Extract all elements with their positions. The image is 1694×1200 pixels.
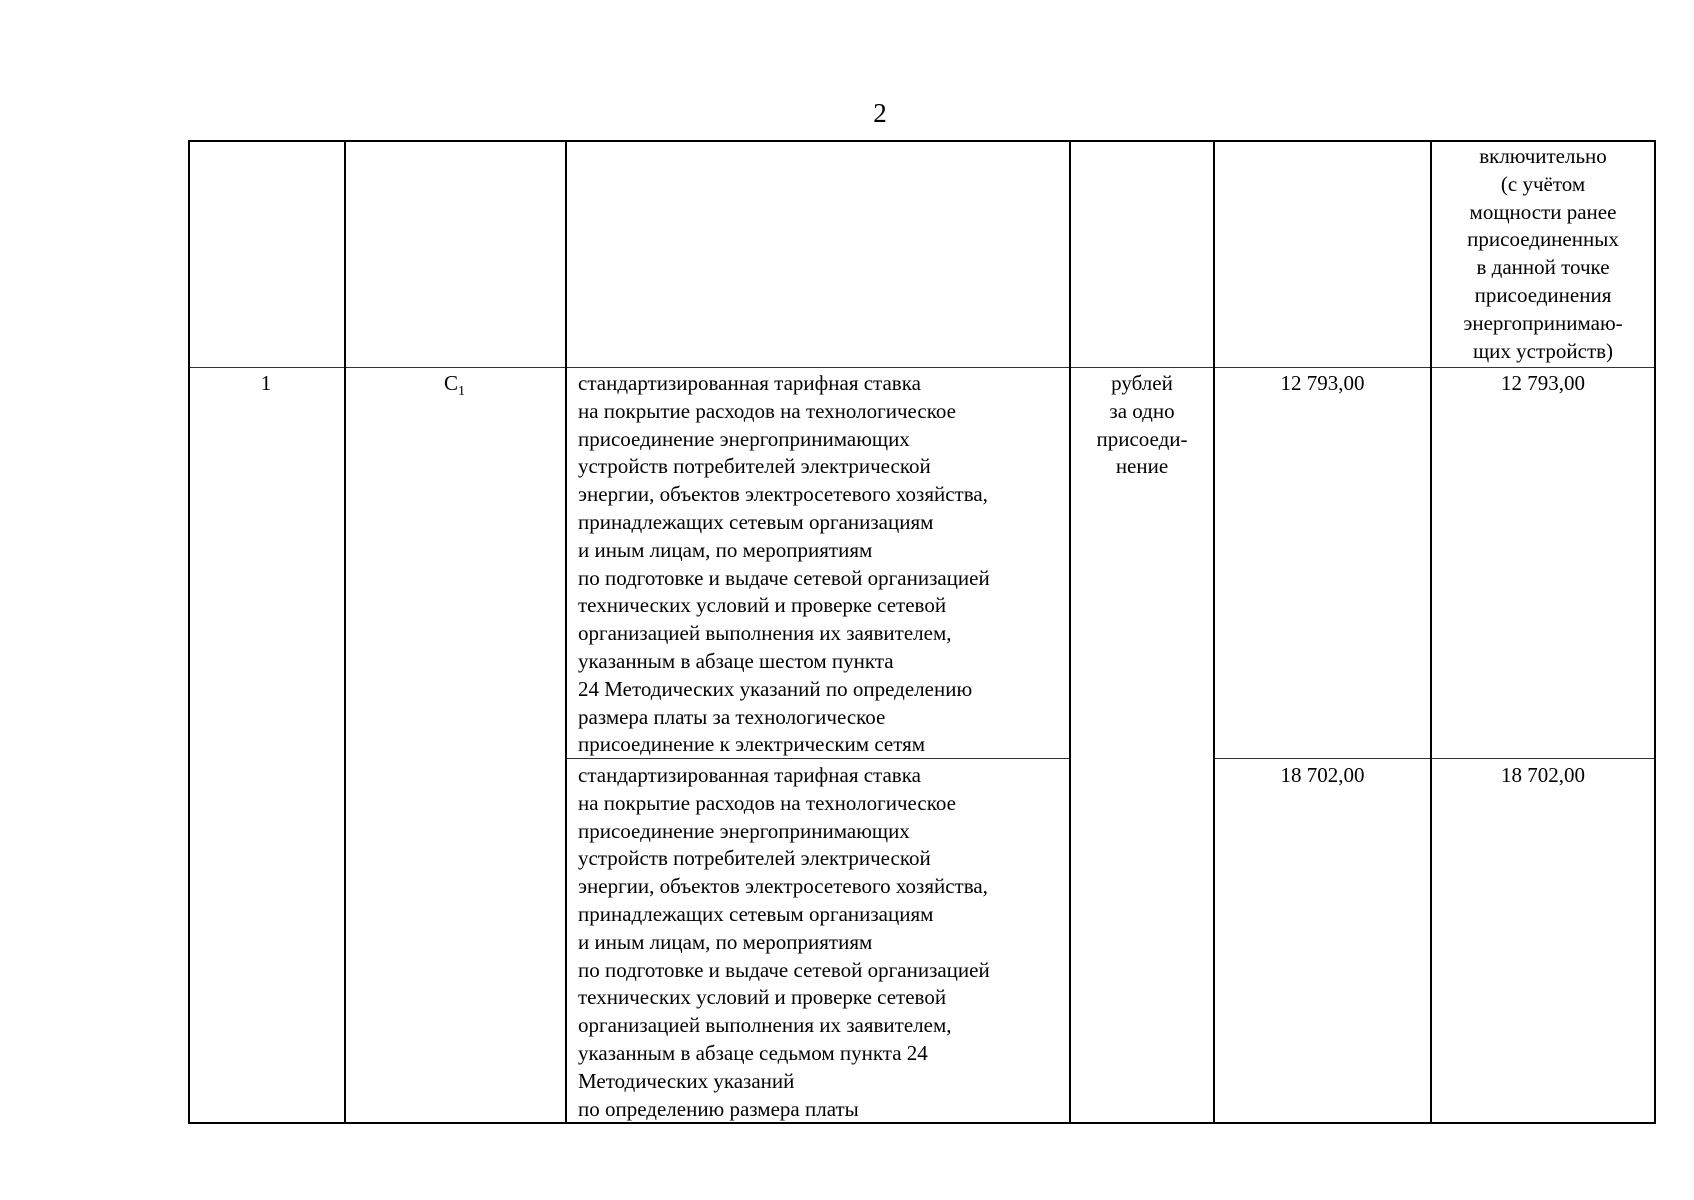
header-row-divider (188, 367, 1656, 368)
description-line: организацией выполнения их заявителем, (578, 1013, 952, 1038)
item-divider-values (1214, 758, 1656, 759)
header-line: в данной точке (1476, 255, 1610, 280)
page-number: 2 (873, 98, 887, 128)
col-border-right (1654, 140, 1656, 1124)
description-line: размера платы за технологическое (578, 704, 886, 729)
item-1-value-b: 12 793,00 (1501, 371, 1585, 395)
description-line: присоединение энергопринимающих (578, 426, 910, 451)
header-line: присоединенных (1467, 227, 1619, 252)
description-line: технических условий и проверке сетевой (578, 985, 947, 1010)
description-line: энергии, объектов электросетевого хозяйства, (578, 482, 988, 507)
description-line: по подготовке и выдаче сетевой организацией (578, 565, 990, 590)
description-line: энергии, объектов электросетевого хозяйства, (578, 874, 988, 899)
header-line: включительно (1479, 144, 1607, 168)
description-line: указанным в абзаце шестом пункта (578, 648, 894, 673)
row-code (344, 370, 565, 406)
col-border-4 (1213, 140, 1215, 1124)
item-1-value-a: 12 793,00 (1280, 371, 1365, 395)
col-border-3 (1069, 140, 1071, 1124)
description-line: Методических указаний (578, 1068, 795, 1093)
col-border-1 (344, 140, 346, 1124)
description-line: технических условий и проверке сетевой (578, 593, 947, 618)
description-line: и иным лицам, по мероприятиям (578, 929, 873, 954)
item-1-description (578, 370, 990, 759)
description-line: устройств потребителей электрической (578, 454, 931, 479)
tariff-table (188, 140, 1656, 1124)
item-2-description (578, 762, 990, 1123)
description-line: указанным в абзаце седьмом пункта 24 (578, 1040, 928, 1065)
header-line: мощности ранее (1469, 199, 1617, 224)
table-top-border (188, 140, 1656, 142)
row-index: 1 (260, 371, 272, 395)
description-line: на покрытие расходов на технологическое (578, 790, 956, 815)
unit-line: рублей (1111, 371, 1173, 395)
description-line: стандартизированная тарифная ставка (578, 763, 921, 787)
description-line: принадлежащих сетевым организациям (578, 901, 934, 926)
unit-line: присоеди- (1096, 426, 1188, 451)
unit-line: нение (1115, 454, 1169, 479)
description-line: организацией выполнения их заявителем, (578, 621, 952, 646)
unit-cell (1071, 370, 1213, 481)
description-line: 24 Методических указаний по определению (578, 676, 973, 701)
code-letter: C (443, 371, 458, 395)
item-2-value-b: 18 702,00 (1501, 763, 1585, 787)
code-subscript: 1 (458, 384, 465, 400)
description-line: присоединение к электрическим сетям (578, 732, 926, 757)
description-line: и иным лицам, по мероприятиям (578, 537, 873, 562)
header-line: энергопринимаю- (1463, 310, 1623, 335)
description-line: по определению размера платы (578, 1096, 859, 1121)
item-2-value-a: 18 702,00 (1280, 763, 1365, 787)
description-line: присоединение энергопринимающих (578, 818, 910, 843)
description-line: принадлежащих сетевым организациям (578, 509, 934, 534)
header-line: присоединения (1474, 282, 1612, 307)
description-line: по подготовке и выдаче сетевой организацией (578, 957, 990, 982)
header-line: щих устройств) (1472, 338, 1614, 363)
header-line: (с учётом (1500, 171, 1586, 196)
description-line: на покрытие расходов на технологическое (578, 398, 956, 423)
header-cell-power-note (1432, 143, 1654, 365)
unit-line: за одно (1109, 398, 1175, 423)
col-border-left (188, 140, 190, 1124)
col-border-2 (565, 140, 567, 1124)
description-line: стандартизированная тарифная ставка (578, 371, 921, 395)
description-line: устройств потребителей электрической (578, 846, 931, 871)
